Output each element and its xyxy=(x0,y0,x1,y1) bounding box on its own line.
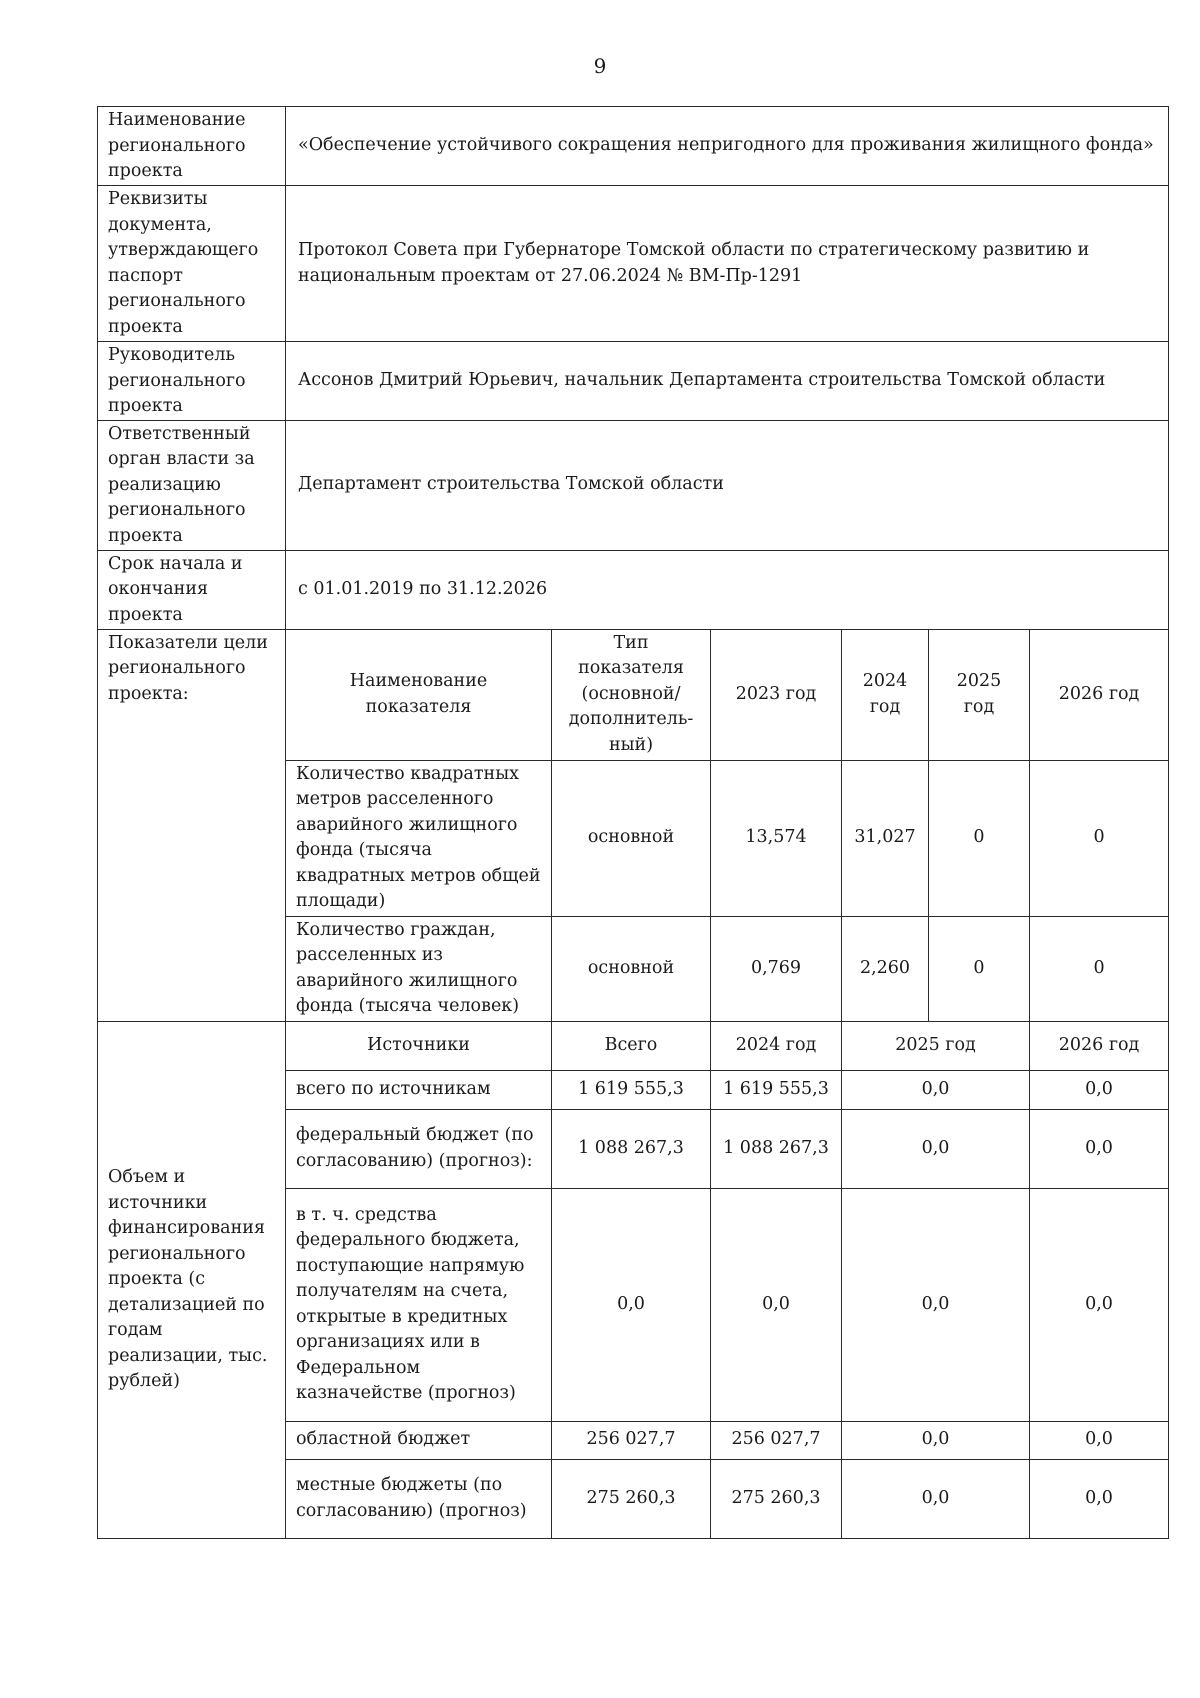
financing-source: областной бюджет xyxy=(286,1421,552,1459)
financing-value-2026: 0,0 xyxy=(1030,1070,1169,1109)
indicators-header-2026: 2026 год xyxy=(1030,629,1169,760)
financing-header-2024: 2024 год xyxy=(711,1021,842,1070)
financing-total: 1 619 555,3 xyxy=(552,1070,711,1109)
responsible-authority-value: Департамент строительства Томской области xyxy=(286,420,1169,550)
indicator-value-2024: 2,260 xyxy=(842,916,929,1021)
financing-label: Объем и источники финансирования регионального проекта (с детализацией по годам реализации, тыс. рублей) xyxy=(98,1021,286,1538)
indicators-header-2025: 2025 год xyxy=(929,629,1030,760)
financing-total: 275 260,3 xyxy=(552,1459,711,1538)
financing-total: 0,0 xyxy=(552,1188,711,1421)
financing-value-2024: 256 027,7 xyxy=(711,1421,842,1459)
financing-header-row xyxy=(98,1021,1169,1070)
project-head-label: Руководитель регионального проекта xyxy=(98,342,286,421)
indicator-value-2025: 0 xyxy=(929,760,1030,916)
financing-total: 256 027,7 xyxy=(552,1421,711,1459)
financing-value-2025: 0,0 xyxy=(842,1109,1030,1188)
financing-header-source: Источники xyxy=(286,1021,552,1070)
financing-value-2026: 0,0 xyxy=(1030,1421,1169,1459)
financing-value-2024: 0,0 xyxy=(711,1188,842,1421)
approval-document-label: Реквизиты документа, утверждающего паспорт регионального проекта xyxy=(98,186,286,342)
responsible-authority-row xyxy=(98,420,1169,550)
financing-source: всего по источникам xyxy=(286,1070,552,1109)
indicators-header-row xyxy=(98,629,1169,760)
financing-source: в т. ч. средства федерального бюджета, поступающие напрямую получателям на счета, открытые в кредитных организациях или в Федеральном казначействе (прогноз) xyxy=(286,1188,552,1421)
project-term-label: Срок начала и окончания проекта xyxy=(98,550,286,629)
indicators-header-2023: 2023 год xyxy=(711,629,842,760)
financing-value-2025: 0,0 xyxy=(842,1459,1030,1538)
indicator-value-2023: 0,769 xyxy=(711,916,842,1021)
indicators-header-2024: 2024 год xyxy=(842,629,929,760)
project-passport-table xyxy=(97,106,1169,1539)
indicator-type: основной xyxy=(552,760,711,916)
financing-value-2025: 0,0 xyxy=(842,1188,1030,1421)
financing-source: федеральный бюджет (по согласованию) (прогноз): xyxy=(286,1109,552,1188)
financing-header-total: Всего xyxy=(552,1021,711,1070)
financing-value-2026: 0,0 xyxy=(1030,1459,1169,1538)
financing-value-2026: 0,0 xyxy=(1030,1109,1169,1188)
project-name-row xyxy=(98,107,1169,186)
financing-value-2024: 275 260,3 xyxy=(711,1459,842,1538)
page-number: 9 xyxy=(593,54,607,78)
indicator-value-2025: 0 xyxy=(929,916,1030,1021)
financing-value-2024: 1 088 267,3 xyxy=(711,1109,842,1188)
indicator-value-2024: 31,027 xyxy=(842,760,929,916)
indicator-type: основной xyxy=(552,916,711,1021)
project-name-value: «Обеспечение устойчивого сокращения непригодного для проживания жилищного фонда» xyxy=(286,107,1169,186)
indicators-label: Показатели цели регионального проекта: xyxy=(98,629,286,1021)
project-head-value: Ассонов Дмитрий Юрьевич, начальник Департамента строительства Томской области xyxy=(286,342,1169,421)
financing-value-2025: 0,0 xyxy=(842,1421,1030,1459)
indicator-name: Количество граждан, расселенных из аварийного жилищного фонда (тысяча человек) xyxy=(286,916,552,1021)
financing-value-2025: 0,0 xyxy=(842,1070,1030,1109)
financing-total: 1 088 267,3 xyxy=(552,1109,711,1188)
project-name-label: Наименование регионального проекта xyxy=(98,107,286,186)
financing-header-2026: 2026 год xyxy=(1030,1021,1169,1070)
indicator-value-2026: 0 xyxy=(1030,916,1169,1021)
indicators-header-name: Наименование показателя xyxy=(286,629,552,760)
indicators-header-type: Тип показателя (основной/ дополнитель-ный) xyxy=(552,629,711,760)
financing-value-2024: 1 619 555,3 xyxy=(711,1070,842,1109)
indicator-value-2023: 13,574 xyxy=(711,760,842,916)
responsible-authority-label: Ответственный орган власти за реализацию регионального проекта xyxy=(98,420,286,550)
project-head-row xyxy=(98,342,1169,421)
financing-header-2025: 2025 год xyxy=(842,1021,1030,1070)
indicator-name: Количество квадратных метров расселенного аварийного жилищного фонда (тысяча квадратных метров общей площади) xyxy=(286,760,552,916)
approval-document-row xyxy=(98,186,1169,342)
project-term-value: с 01.01.2019 по 31.12.2026 xyxy=(286,550,1169,629)
approval-document-value: Протокол Совета при Губернаторе Томской области по стратегическому развитию и национальным проектам от 27.06.2024 № ВМ-Пр-1291 xyxy=(286,186,1169,342)
financing-source: местные бюджеты (по согласованию) (прогноз) xyxy=(286,1459,552,1538)
financing-value-2026: 0,0 xyxy=(1030,1188,1169,1421)
indicator-value-2026: 0 xyxy=(1030,760,1169,916)
project-term-row xyxy=(98,550,1169,629)
